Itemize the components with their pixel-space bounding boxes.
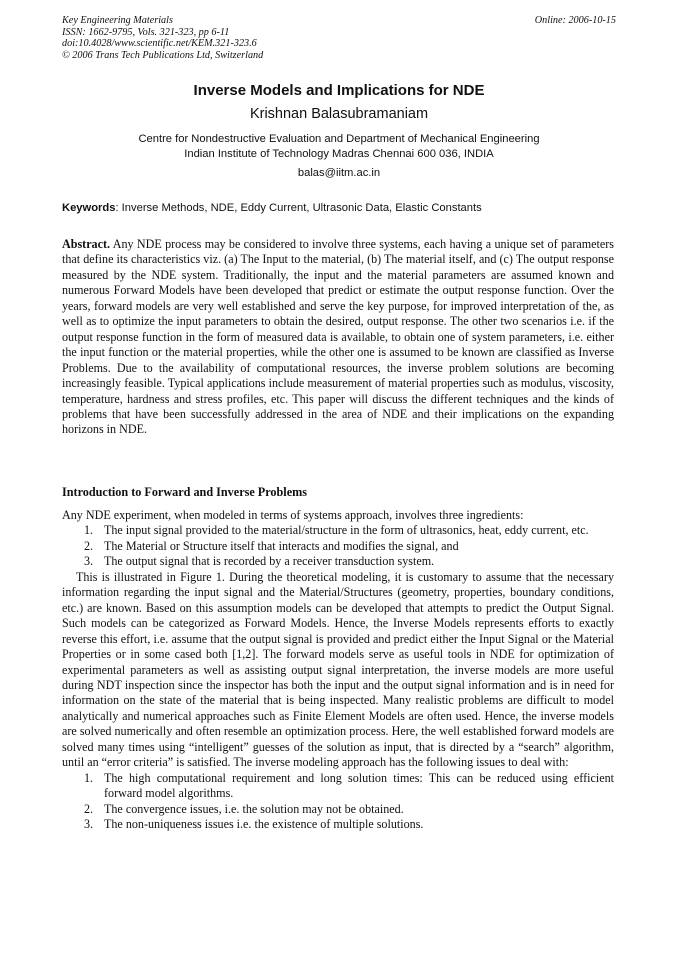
list-text: The non-uniqueness issues i.e. the existence of multiple solutions. (104, 817, 424, 832)
list-number: 3. (84, 817, 94, 832)
list-number: 3. (84, 554, 94, 569)
issn-line: ISSN: 1662-9795, Vols. 321-323, pp 6-11 (62, 26, 230, 38)
list-number: 2. (84, 538, 94, 553)
list-text: The output signal that is recorded by a receiver transduction system. (104, 554, 435, 569)
abstract-text: Any NDE process may be considered to involve three systems, each having a unique set of parameters that define its characteristics viz. (a) The Input to the material, (b) The material itself, and (c) The output response measured by the NDE system. Traditionally, the input and the material parameters are assumed known and numerous Forward Models have been developed that predict or estimate the output response function. Over the years, forward models are very well established and serve the key purpose, for improved interpretation of the, as well as to optimize the input parameters to obtain the desired, output response. The other two scenarios i.e. if the output response function in the form of measured data is available, to obtain one of system parameters, i.e. either the input function or the material properties, while the other one is assumed to be known are classified as Inverse Problems. Due to the availability of computational resources, the inverse problem solutions are becoming increasingly feasible. Typical applications include measurement of material properties such as modulus, viscosity, temperature, hardness and stress profiles, etc. This paper will discuss the different techniques and the kinds of problems that have been successfully addressed in the area of NDE and their implications on the expanding horizons in NDE. (62, 237, 614, 437)
list-item (62, 802, 614, 817)
affiliation (62, 132, 616, 162)
affiliation-line-2: Indian Institute of Technology Madras Chennai 600 036, INDIA (184, 148, 494, 160)
list-item (62, 554, 614, 569)
ingredients-list (62, 523, 614, 569)
list-item (62, 771, 614, 802)
journal-name: Key Engineering Materials (62, 15, 173, 26)
paper-title: Inverse Models and Implications for NDE (193, 82, 485, 99)
affiliation-line-1: Centre for Nondestructive Evaluation and Department of Mechanical Engineering (138, 133, 540, 145)
section-intro: Any NDE experiment, when modeled in terms of systems approach, involves three ingredients: (62, 508, 524, 522)
list-text: The input signal provided to the material/structure in the form of ultrasonics, heat, eddy current, etc. (104, 523, 589, 538)
list-text: The convergence issues, i.e. the solution may not be obtained. (104, 801, 404, 816)
abstract (62, 237, 614, 438)
list-item (62, 523, 614, 538)
list-number: 2. (84, 801, 94, 816)
author-email: balas@iitm.ac.in (297, 167, 381, 179)
list-number: 1. (84, 523, 94, 538)
list-item (62, 539, 614, 554)
keywords-label: Keywords (62, 202, 116, 214)
list-text: The high computational requirement and long solution times: This can be reduced using efficient forward model algorithms. (104, 770, 614, 801)
list-text: The Material or Structure itself that interacts and modifies the signal, and (104, 538, 459, 553)
keywords-text: : Inverse Methods, NDE, Eddy Current, Ultrasonic Data, Elastic Constants (115, 202, 482, 214)
list-item (62, 817, 614, 832)
section-introduction (62, 485, 614, 833)
section-heading: Introduction to Forward and Inverse Problems (62, 485, 307, 499)
issues-list (62, 771, 614, 833)
keywords (62, 201, 616, 216)
copyright-line: © 2006 Trans Tech Publications Ltd, Switzerland (62, 49, 264, 61)
author-name: Krishnan Balasubramaniam (249, 106, 429, 122)
list-number: 1. (84, 770, 94, 785)
section-paragraph: This is illustrated in Figure 1. During the theoretical modeling, it is customary to assume that the necessary information regarding the input signal and the Material/Structures (geometry, properties, boundary conditions, etc.) are known. Based on this assumption models can be developed that attempts to predict the Output Signal. Such models can be categorized as Forward Models. Hence, the Inverse Models represents efforts to exactly reverse this effort, i.e. assume that the output signal is provided and predict either the Input Signal or the Material Properties or in some cased both [1,2]. The forward models serve as useful tools in NDE for optimization of experimental parameters as well as assisting output signal interpretation, the inverse models are more useful during NDT inspection since the inspector has both the input and the output signal information and is in need for information on the state of the material that is being inspected. Many realistic problems are difficult to model analytically and numerical approaches such as Finite Element Models are often used. Hence, the inverse models are solved numerically and often resemble an optimization process. Here, the well established forward models are solved many times using “intelligent” guesses of the solution as input, that is directed by a “search” algorithm, until an “error criteria” is satisfied. The inverse modeling approach has the following issues to deal with: (62, 569, 614, 770)
online-date: Online: 2006-10-15 (534, 15, 616, 26)
journal-header (62, 15, 616, 61)
doi-line: doi:10.4028/www.scientific.net/KEM.321-323.6 (62, 38, 257, 49)
abstract-label: Abstract. (62, 237, 111, 251)
